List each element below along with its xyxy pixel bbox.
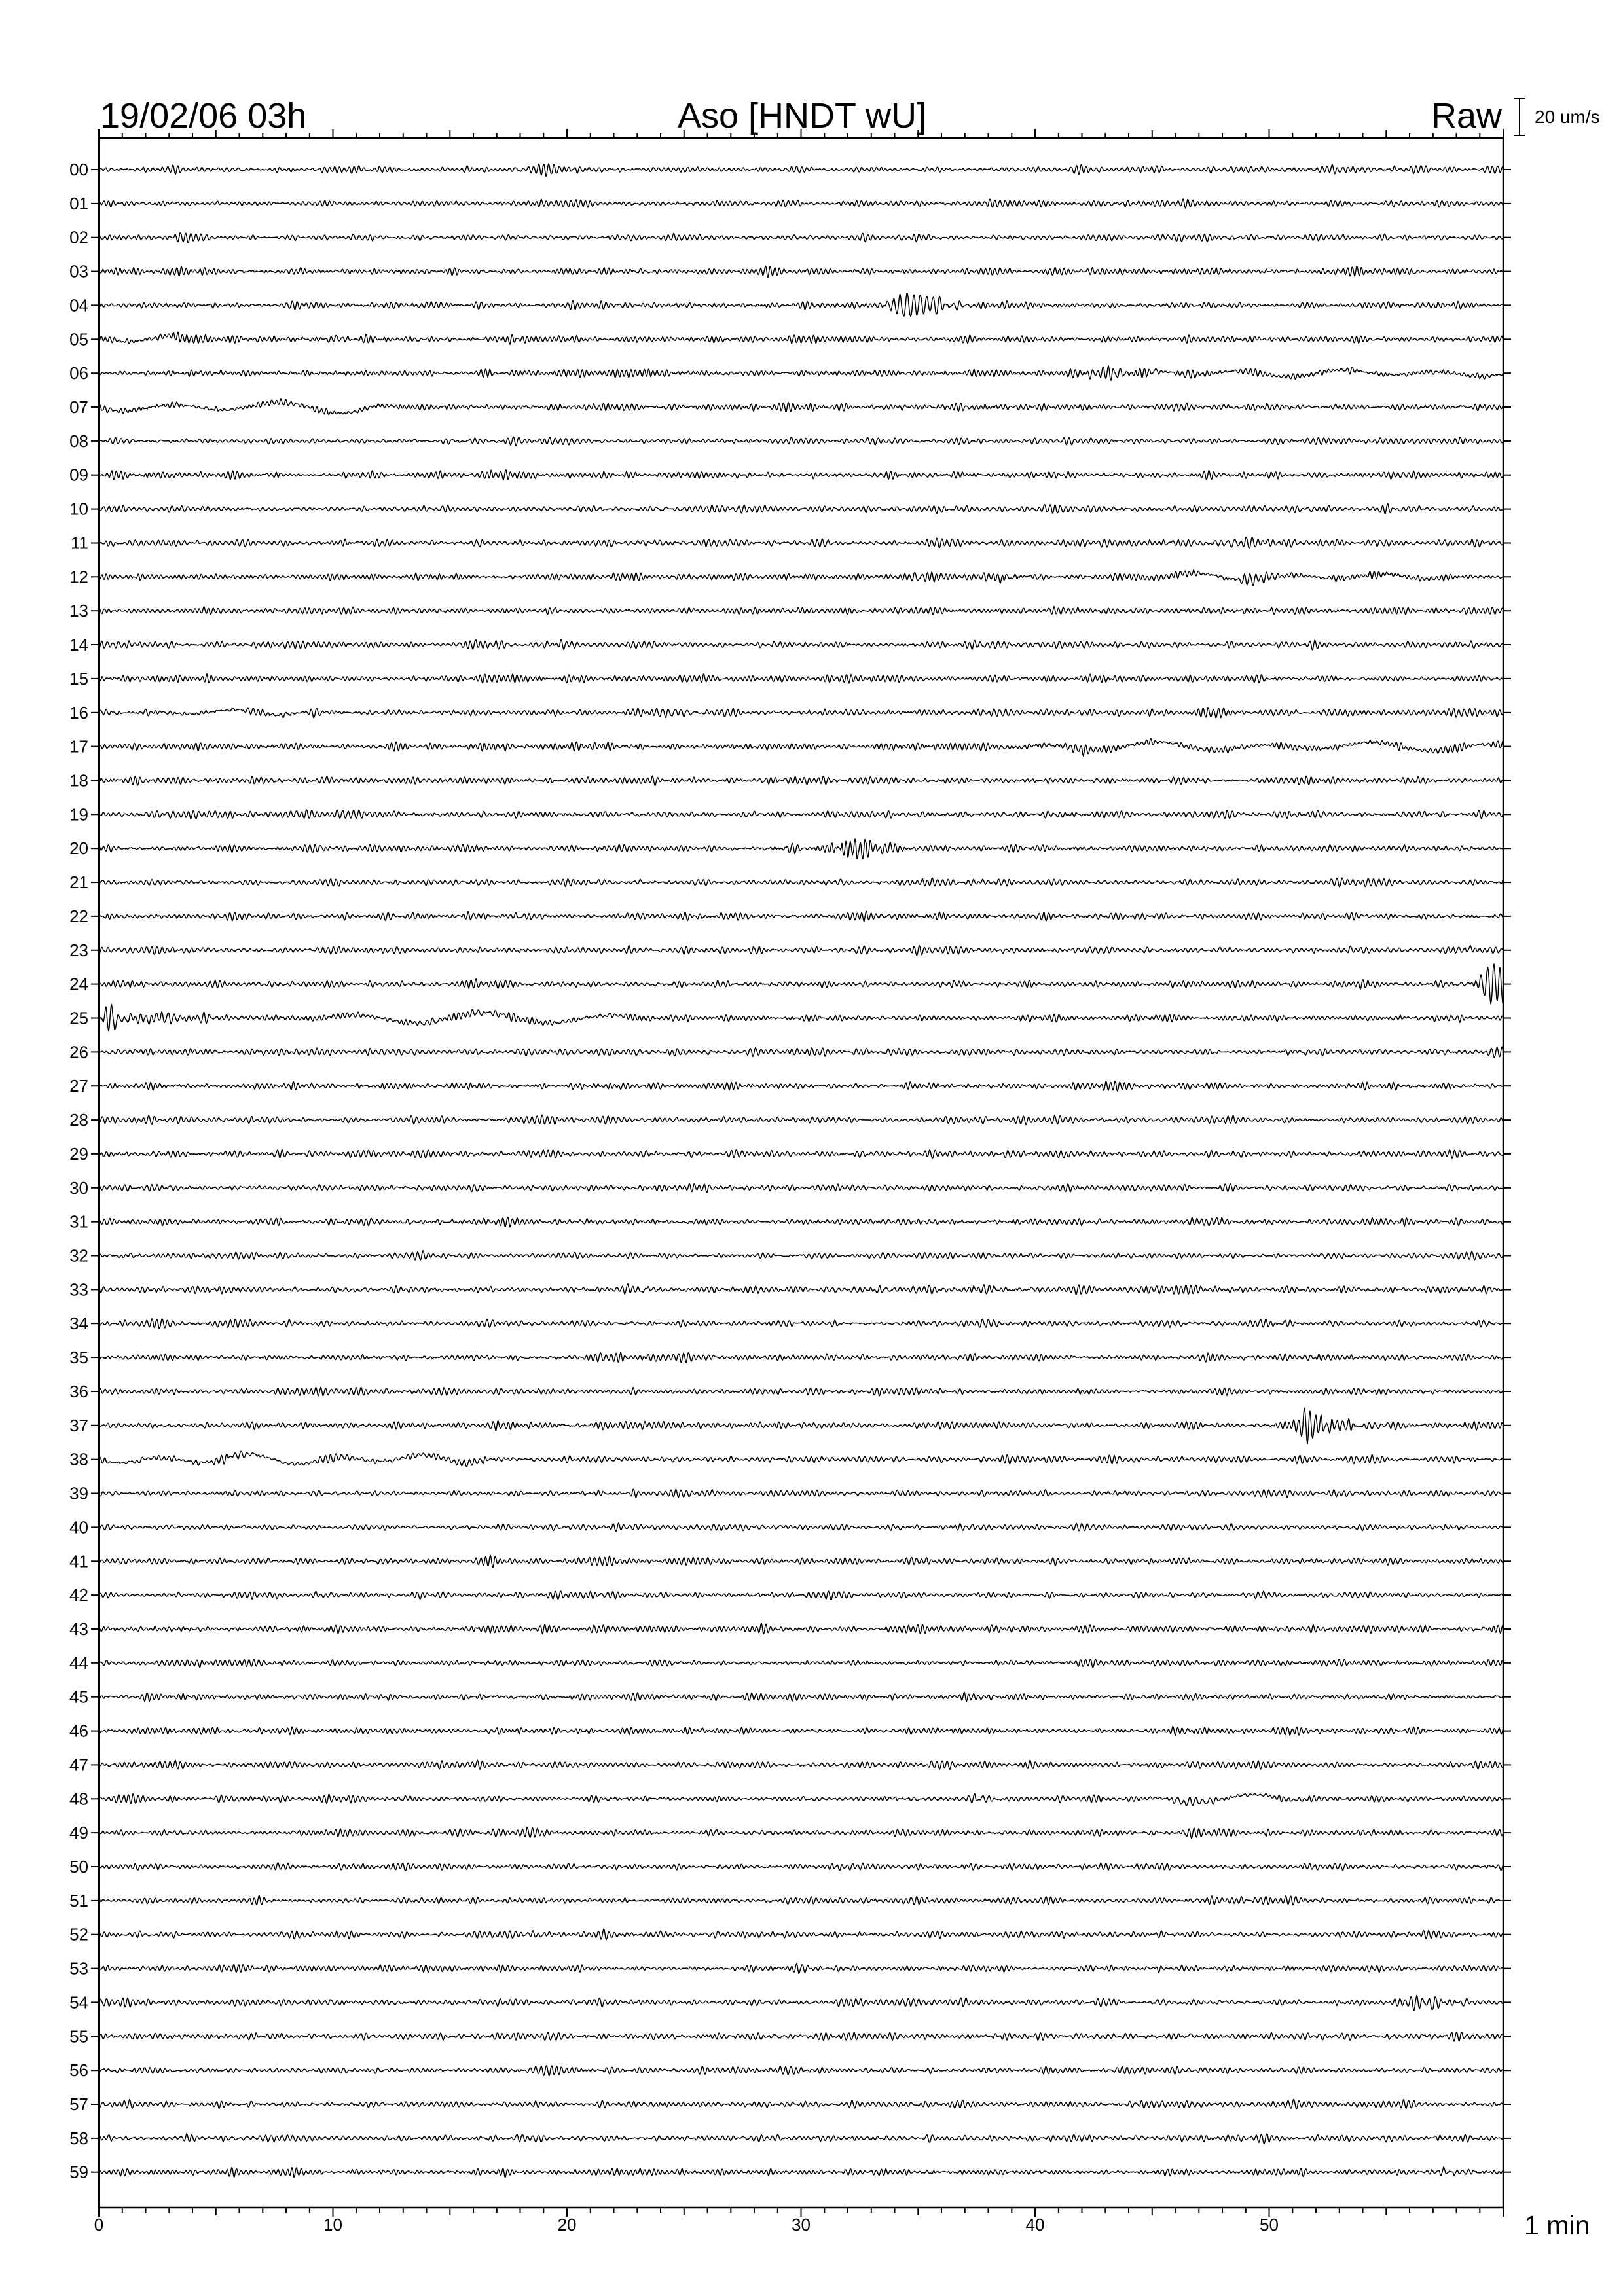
- row-label-21: 21: [69, 872, 88, 893]
- row-label-32: 32: [69, 1246, 88, 1266]
- trace-row-25: [99, 1004, 1503, 1031]
- trace-row-05: [99, 332, 1503, 344]
- trace-row-58: [99, 2134, 1503, 2144]
- row-label-47: 47: [69, 1755, 88, 1775]
- row-label-41: 41: [69, 1551, 88, 1571]
- trace-row-27: [99, 1081, 1503, 1092]
- trace-row-42: [99, 1591, 1503, 1600]
- trace-row-46: [99, 1727, 1503, 1736]
- row-label-13: 13: [69, 601, 88, 621]
- trace-row-39: [99, 1489, 1503, 1498]
- trace-row-47: [99, 1760, 1503, 1769]
- trace-row-33: [99, 1284, 1503, 1295]
- x-tick-label-50: 50: [1260, 2215, 1279, 2234]
- row-label-46: 46: [69, 1721, 88, 1741]
- trace-row-31: [99, 1217, 1503, 1227]
- row-label-28: 28: [69, 1110, 88, 1130]
- trace-row-12: [99, 570, 1503, 586]
- trace-row-59: [99, 2167, 1503, 2178]
- row-label-03: 03: [69, 261, 88, 281]
- trace-row-55: [99, 2032, 1503, 2041]
- amplitude-scale-bar: [1514, 99, 1525, 135]
- trace-row-48: [99, 1793, 1503, 1805]
- row-label-09: 09: [69, 465, 88, 485]
- row-label-15: 15: [69, 668, 88, 689]
- row-label-20: 20: [69, 838, 88, 859]
- start-time-label: 19/02/06 03h: [100, 96, 307, 135]
- plot-frame: [99, 138, 1503, 2208]
- row-label-27: 27: [69, 1076, 88, 1096]
- x-tick-label-10: 10: [323, 2215, 342, 2234]
- row-label-39: 39: [69, 1483, 88, 1503]
- row-ticks: [91, 170, 1511, 2172]
- row-label-16: 16: [69, 702, 88, 723]
- trace-row-21: [99, 878, 1503, 887]
- trace-row-44: [99, 1659, 1503, 1668]
- trace-row-43: [99, 1623, 1503, 1634]
- row-label-18: 18: [69, 770, 88, 791]
- row-label-04: 04: [69, 295, 88, 315]
- row-label-19: 19: [69, 804, 88, 825]
- trace-row-52: [99, 1929, 1503, 1939]
- x-axis-tick-labels: [94, 2215, 1279, 2234]
- row-label-30: 30: [69, 1177, 88, 1198]
- trace-row-18: [99, 776, 1503, 785]
- trace-row-29: [99, 1150, 1503, 1159]
- row-label-08: 08: [69, 431, 88, 451]
- row-label-42: 42: [69, 1585, 88, 1605]
- trace-row-35: [99, 1352, 1503, 1363]
- trace-row-23: [99, 946, 1503, 956]
- row-label-12: 12: [69, 567, 88, 587]
- row-label-24: 24: [69, 974, 88, 994]
- trace-row-04: [99, 293, 1503, 317]
- trace-row-57: [99, 2099, 1503, 2109]
- x-tick-label-40: 40: [1025, 2215, 1045, 2234]
- row-label-36: 36: [69, 1382, 88, 1401]
- trace-row-49: [99, 1827, 1503, 1839]
- row-label-33: 33: [69, 1280, 88, 1300]
- top-axis-ticks: [99, 129, 1503, 138]
- trace-row-14: [99, 639, 1503, 650]
- trace-row-26: [99, 1047, 1503, 1057]
- row-label-17: 17: [69, 736, 88, 757]
- chart-title: Aso [HNDT wU]: [677, 96, 927, 135]
- trace-row-13: [99, 607, 1503, 615]
- row-label-06: 06: [69, 363, 88, 384]
- row-label-23: 23: [69, 940, 88, 960]
- row-label-34: 34: [69, 1314, 88, 1334]
- x-tick-label-30: 30: [792, 2215, 811, 2234]
- trace-row-41: [99, 1555, 1503, 1568]
- trace-row-53: [99, 1964, 1503, 1974]
- trace-row-50: [99, 1863, 1503, 1871]
- trace-row-16: [99, 708, 1503, 718]
- trace-row-02: [99, 232, 1503, 242]
- trace-row-06: [99, 366, 1503, 380]
- row-label-52: 52: [69, 1924, 88, 1945]
- row-label-55: 55: [69, 2026, 88, 2047]
- row-label-29: 29: [69, 1143, 88, 1164]
- row-label-26: 26: [69, 1042, 88, 1062]
- row-label-11: 11: [71, 533, 88, 553]
- row-label-02: 02: [69, 227, 88, 247]
- x-tick-label-20: 20: [557, 2215, 577, 2234]
- trace-row-22: [99, 911, 1503, 921]
- row-label-45: 45: [69, 1687, 88, 1707]
- row-label-59: 59: [69, 2162, 88, 2182]
- row-label-37: 37: [69, 1415, 88, 1435]
- row-label-25: 25: [69, 1008, 88, 1028]
- trace-row-24: [99, 964, 1503, 1004]
- trace-row-45: [99, 1692, 1503, 1702]
- amplitude-scale-label: 20 um/s: [1535, 107, 1600, 127]
- filter-label: Raw: [1431, 96, 1502, 135]
- row-label-49: 49: [69, 1823, 88, 1843]
- row-label-54: 54: [69, 1992, 88, 2013]
- trace-row-28: [99, 1115, 1503, 1124]
- trace-row-30: [99, 1184, 1503, 1193]
- row-label-35: 35: [69, 1348, 88, 1368]
- trace-row-56: [99, 2066, 1503, 2076]
- trace-row-08: [99, 437, 1503, 446]
- row-label-14: 14: [69, 635, 88, 655]
- row-label-07: 07: [69, 397, 88, 417]
- trace-row-03: [99, 266, 1503, 277]
- row-label-10: 10: [69, 499, 88, 519]
- trace-row-10: [99, 504, 1503, 514]
- trace-row-54: [99, 1995, 1503, 2010]
- row-label-05: 05: [69, 329, 88, 350]
- row-label-43: 43: [69, 1619, 88, 1639]
- trace-row-00: [99, 164, 1503, 177]
- seismic-traces: [99, 164, 1503, 2178]
- row-label-44: 44: [69, 1653, 88, 1673]
- trace-row-19: [99, 810, 1503, 819]
- trace-row-17: [99, 739, 1503, 757]
- trace-row-20: [99, 839, 1503, 859]
- trace-row-34: [99, 1319, 1503, 1329]
- trace-row-01: [99, 199, 1503, 208]
- trace-row-36: [99, 1387, 1503, 1396]
- trace-row-11: [99, 537, 1503, 549]
- trace-row-15: [99, 674, 1503, 683]
- row-label-40: 40: [69, 1517, 88, 1537]
- row-label-00: 00: [69, 160, 88, 179]
- row-label-22: 22: [69, 906, 88, 926]
- row-label-38: 38: [69, 1449, 88, 1469]
- trace-row-40: [99, 1523, 1503, 1532]
- trace-row-37: [99, 1408, 1503, 1444]
- trace-row-32: [99, 1251, 1503, 1260]
- row-label-51: 51: [69, 1890, 88, 1910]
- row-label-01: 01: [69, 193, 88, 213]
- row-label-31: 31: [69, 1211, 88, 1232]
- row-labels: [69, 160, 88, 2182]
- x-unit-label: 1 min: [1524, 2210, 1590, 2240]
- row-label-50: 50: [69, 1857, 88, 1876]
- row-label-58: 58: [69, 2128, 88, 2148]
- trace-row-07: [99, 399, 1503, 415]
- x-tick-label-0: 0: [94, 2215, 104, 2234]
- trace-row-51: [99, 1896, 1503, 1905]
- row-label-56: 56: [69, 2060, 88, 2081]
- trace-row-38: [99, 1451, 1503, 1467]
- row-label-48: 48: [69, 1789, 88, 1809]
- trace-row-09: [99, 470, 1503, 480]
- row-label-57: 57: [69, 2094, 88, 2114]
- row-label-53: 53: [69, 1958, 88, 1979]
